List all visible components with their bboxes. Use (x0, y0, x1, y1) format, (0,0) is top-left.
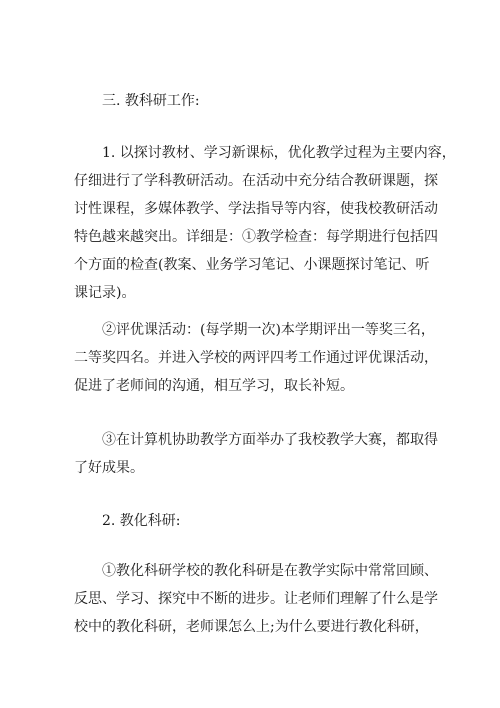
paragraph-1 (74, 139, 456, 307)
paragraph-line: 个方面的检查(教案、业务学习笔记、小课题探讨笔记、听 (74, 257, 430, 273)
paragraph-line: 二等奖四名。并进入学校的两评四考工作通过评优课活动， (74, 350, 438, 366)
paragraph-2 (74, 316, 444, 400)
paragraph-line: ①教化科研学校的教化科研是在教学实际中常常回顾、 (102, 563, 438, 579)
subsection-heading-text: 2. 教化科研: (102, 513, 181, 529)
section-heading (74, 87, 444, 115)
paragraph-line: 仔细进行了学科教研活动。在活动中充分结合教研课题，探 (74, 173, 438, 189)
subsection-heading (74, 507, 444, 535)
paragraph-line: 1. 以探讨教材、学习新课标，优化教学过程为主要内容， (102, 145, 456, 161)
paragraph-line: 了好成果。 (74, 460, 144, 476)
paragraph-line: ②评优课活动：(每学期一次)本学期评出一等奖三名， (102, 322, 435, 338)
paragraph-line: 反思、学习、探究中不断的进步。让老师们理解了什么是学 (74, 591, 438, 607)
paragraph-line: 校中的教化科研，老师课怎么上;为什么要进行教化科研， (74, 619, 429, 635)
paragraph-line: ③在计算机协助教学方面举办了我校教学大赛，都取得 (102, 432, 438, 448)
paragraph-line: 特色越来越突出。详细是：①教学检查：每学期进行包括四 (74, 229, 438, 245)
section-heading-text: 三. 教科研工作: (102, 93, 200, 109)
paragraph-line: 课记录)。 (74, 285, 136, 301)
paragraph-3 (74, 426, 444, 482)
paragraph-line: 讨性课程，多媒体教学、学法指导等内容，使我校教研活动 (74, 201, 438, 217)
paragraph-line: 促进了老师间的沟通，相互学习，取长补短。 (74, 378, 354, 394)
paragraph-4 (74, 557, 444, 641)
